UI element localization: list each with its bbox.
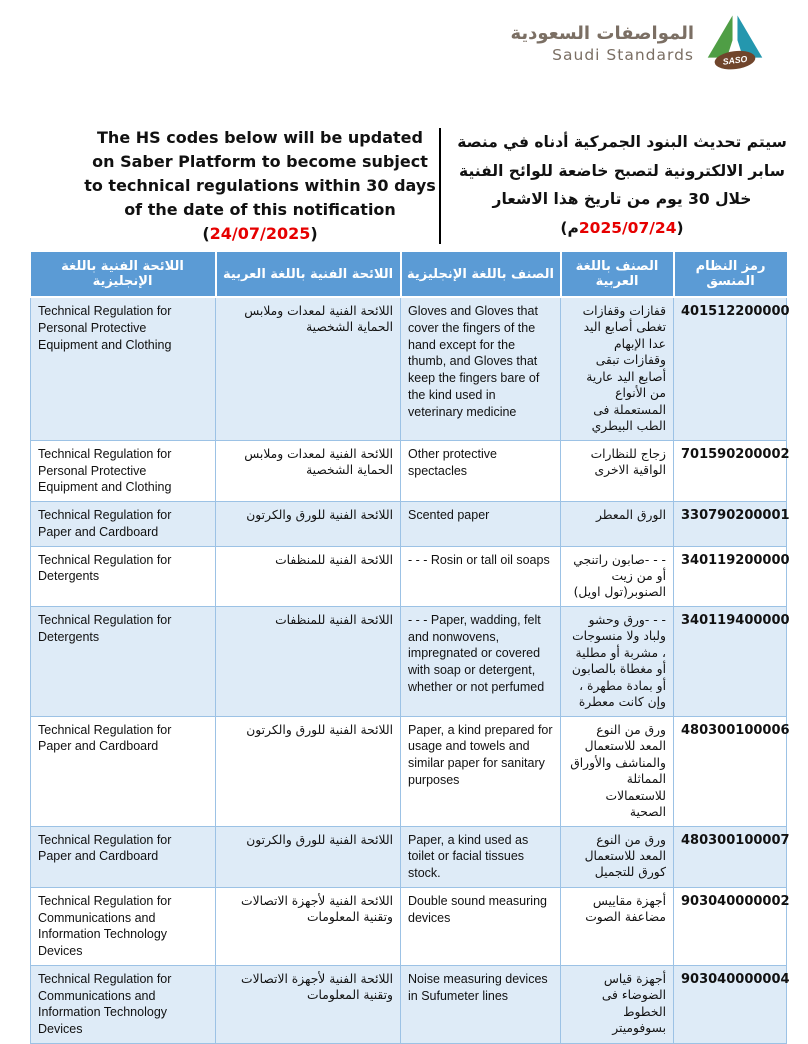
cell-item-arabic: - - -صابون راتنجي أو من زيت الصنوبر(تول اويل) [561, 546, 674, 606]
cell-hs-code: 330790200001 [674, 502, 787, 547]
cell-hs-code: 480300100007 [674, 826, 787, 887]
cell-regulation-english: Technical Regulation for Personal Protective Equipment and Clothing [31, 440, 216, 501]
cell-item-english: - - - Rosin or tall oil soaps [401, 546, 561, 606]
cell-hs-code: 701590200002 [674, 440, 787, 501]
cell-regulation-english: Technical Regulation for Communications and Information Technology Devices [31, 887, 216, 965]
saso-logo-icon [704, 12, 766, 76]
cell-item-english: - - - Paper, wadding, felt and nonwovens, impregnated or covered with soap or detergent, whether or not perfumed [401, 606, 561, 716]
cell-regulation-english: Technical Regulation for Paper and Cardboard [31, 716, 216, 826]
column-header-regulation-arabic: اللائحة الفنية باللغة العربية [216, 252, 401, 297]
cell-item-arabic: زجاج للنظارات الواقية الاخرى [561, 440, 674, 501]
cell-regulation-arabic: اللائحة الفنية للورق والكرتون [216, 502, 401, 547]
cell-regulation-english: Technical Regulation for Paper and Cardboard [31, 826, 216, 887]
table-row [31, 606, 787, 716]
cell-item-arabic: ورق من النوع المعد للاستعمال والمناشف والأوراق المماثلة للاستعمالات الصحية [561, 716, 674, 826]
cell-item-english: Double sound measuring devices [401, 887, 561, 965]
cell-regulation-english: Technical Regulation for Detergents [31, 546, 216, 606]
column-header-regulation-english: اللائحة الفنية باللغة الإنجليزية [31, 252, 216, 297]
cell-hs-code: 340119400000 [674, 606, 787, 716]
cell-hs-code: 340119200000 [674, 546, 787, 606]
notice-arabic-text: سيتم تحديث البنود الجمركية أدناه في منصة سابر الالكترونية لتصبح خاضعة للوائح الفنية خلال 30 يوم من تاريخ هذا الاشعار ( [457, 133, 787, 238]
cell-regulation-arabic: اللائحة الفنية لأجهزة الاتصالات وتقنية المعلومات [216, 887, 401, 965]
hs-codes-table-header [31, 252, 787, 297]
cell-item-english: Other protective spectacles [401, 440, 561, 501]
notice-english-text: The HS codes below will be updated on Saber Platform to become subject to technical regulations within 30 days of the date of this notification ( [84, 128, 436, 243]
cell-regulation-arabic: اللائحة الفنية للمنظفات [216, 546, 401, 606]
cell-item-arabic: قفازات وقفازات تغطى أصابع اليد عدا الإبهام وقفازات تبقى أصابع اليد عارية من الأنواع المستعملة فى الطب البيطري [561, 297, 674, 440]
hs-codes-table-body [31, 297, 790, 1043]
cell-regulation-english: Technical Regulation for Paper and Cardboard [31, 502, 216, 547]
cell-item-arabic: الورق المعطر [561, 502, 674, 547]
table-row [31, 297, 787, 440]
cell-hs-code: 401512200000 [674, 297, 787, 440]
saso-logo-title-english: Saudi Standards [552, 45, 694, 64]
table-row [31, 546, 787, 606]
saso-logo-text [510, 23, 694, 65]
cell-hs-code: 480300100006 [674, 716, 787, 826]
cell-item-arabic: ورق من النوع المعد للاستعمال كورق للتجميل [561, 826, 674, 887]
table-row [31, 887, 787, 965]
cell-item-english: Paper, a kind prepared for usage and towels and similar paper for sanitary purposes [401, 716, 561, 826]
saso-badge-text: SASO [722, 53, 748, 67]
cell-item-english: Paper, a kind used as toilet or facial tissues stock. [401, 826, 561, 887]
notice-english-date: 24/07/2025 [209, 224, 311, 243]
column-header-hs-code: رمز النظام المنسق [674, 252, 787, 297]
notice-english-suffix: ) [310, 224, 318, 243]
notice-english [84, 126, 436, 246]
column-header-item-english: الصنف باللغة الإنجليزية [401, 252, 561, 297]
table-row [31, 826, 787, 887]
cell-item-arabic: أجهزة مقاييس مضاعفة الصوت [561, 887, 674, 965]
cell-regulation-english: Technical Regulation for Communications and Information Technology Devices [31, 965, 216, 1043]
cell-regulation-arabic: اللائحة الفنية لمعدات وملابس الحماية الشخصية [216, 297, 401, 440]
cell-item-english: Scented paper [401, 502, 561, 547]
notice-arabic-suffix: م) [560, 219, 579, 238]
cell-regulation-arabic: اللائحة الفنية لأجهزة الاتصالات وتقنية المعلومات [216, 965, 401, 1043]
table-row [31, 965, 787, 1043]
cell-regulation-arabic: اللائحة الفنية لمعدات وملابس الحماية الشخصية [216, 440, 401, 501]
table-row [31, 502, 787, 547]
notification-header [84, 126, 800, 246]
notice-arabic-date: 2025/07/24 [578, 219, 677, 238]
saso-logo [510, 12, 766, 76]
cell-regulation-arabic: اللائحة الفنية للورق والكرتون [216, 716, 401, 826]
cell-regulation-arabic: اللائحة الفنية للورق والكرتون [216, 826, 401, 887]
column-header-item-arabic: الصنف باللغة العربية [561, 252, 674, 297]
saso-logo-title-arabic: المواصفات السعودية [510, 23, 694, 45]
cell-item-english: Noise measuring devices in Sufumeter lines [401, 965, 561, 1043]
cell-item-english: Gloves and Gloves that cover the fingers of the hand except for the thumb, and Gloves that keep the fingers bare of the kind used in veterinary medicine [401, 297, 561, 440]
cell-regulation-english: Technical Regulation for Detergents [31, 606, 216, 716]
cell-regulation-arabic: اللائحة الفنية للمنظفات [216, 606, 401, 716]
table-header-row [31, 252, 787, 297]
hs-codes-table [30, 252, 790, 1044]
table-row [31, 716, 787, 826]
cell-hs-code: 903040000004 [674, 965, 787, 1043]
table-row [31, 440, 787, 501]
notice-arabic [444, 126, 800, 246]
cell-item-arabic: - - -ورق وحشو ولباد ولا منسوجات ، مشربة أو مطلية أو مغطاة بالصابون أو بمادة مطهرة ، وإن كانت معطرة [561, 606, 674, 716]
cell-item-arabic: أجهزة قياس الضوضاء فى الخطوط بسوفوميتر [561, 965, 674, 1043]
cell-hs-code: 903040000002 [674, 887, 787, 965]
cell-regulation-english: Technical Regulation for Personal Protective Equipment and Clothing [31, 297, 216, 440]
notice-divider-line [439, 128, 441, 244]
